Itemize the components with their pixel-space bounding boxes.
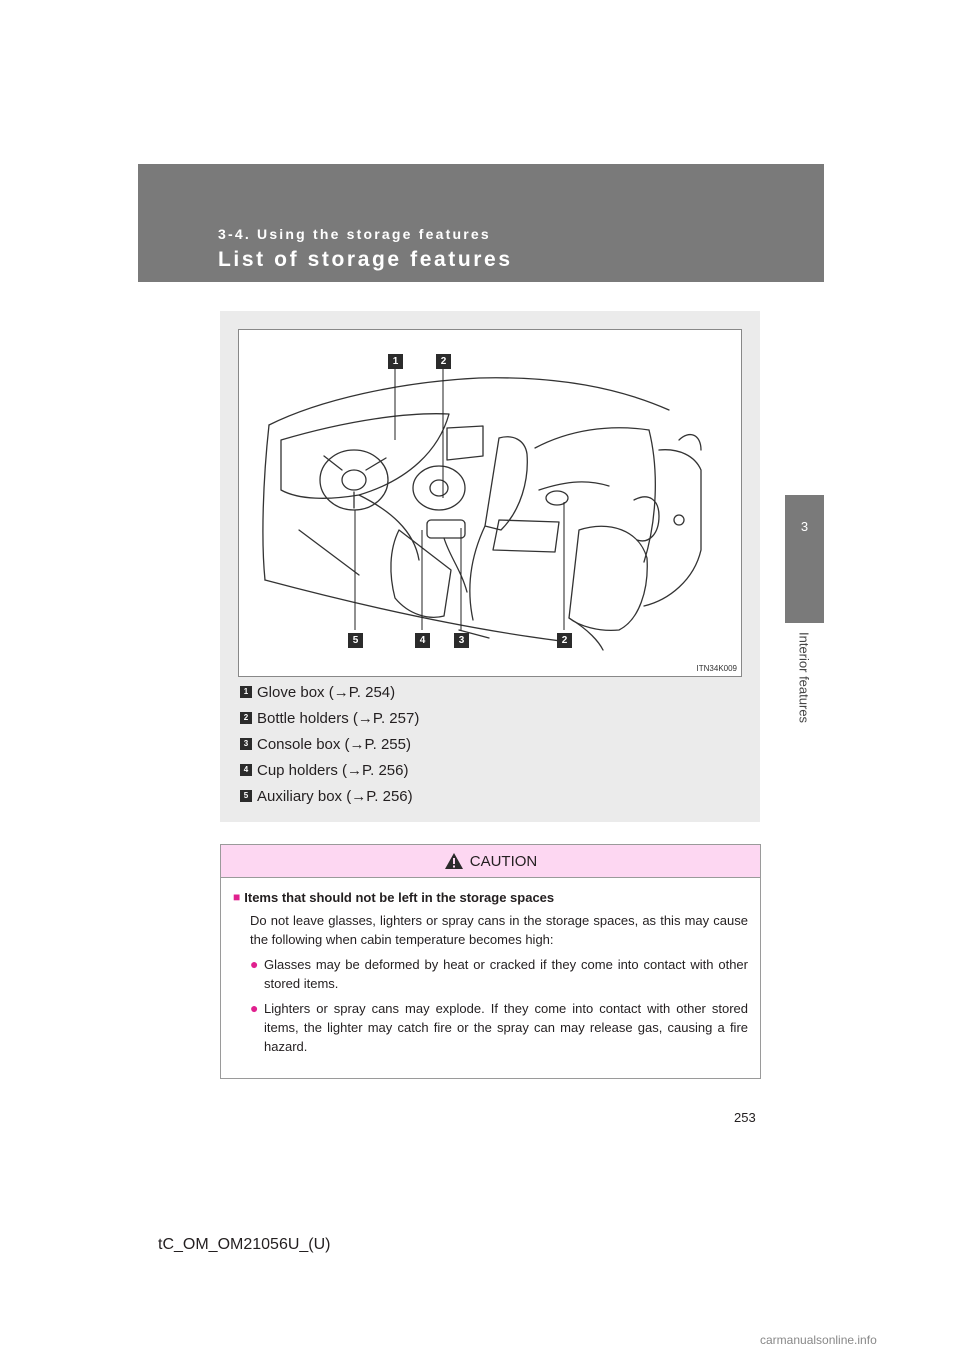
bullet-dot-icon: ● (250, 1000, 259, 1016)
car-interior-drawing (239, 330, 741, 676)
square-bullet-icon: ■ (233, 890, 241, 904)
legend-number: 3 (240, 738, 252, 750)
legend-text[interactable]: Auxiliary box (→P. 256) (257, 787, 413, 805)
section-header (138, 164, 824, 282)
page-title: List of storage features (218, 248, 513, 271)
legend-number: 1 (240, 686, 252, 698)
legend-item (240, 783, 419, 809)
legend-item (240, 757, 419, 783)
document-code: tC_OM_OM21056U_(U) (158, 1236, 331, 1253)
bullet-dot-icon: ● (250, 956, 259, 972)
legend-number: 5 (240, 790, 252, 802)
caution-box (220, 844, 761, 1079)
caution-body (221, 878, 760, 1056)
caution-bullet-text: Lighters or spray cans may explode. If they come into contact with other stored items, the lighter may catch fire or the spray can may release gas, causing a fire hazard. (264, 1001, 748, 1054)
callout-1: 1 (388, 354, 403, 369)
legend-item (240, 679, 419, 705)
legend-text[interactable]: Glove box (→P. 254) (257, 683, 396, 701)
caution-bullet-text: Glasses may be deformed by heat or cracked if they come into contact with other stored items. (264, 957, 748, 991)
legend-number: 2 (240, 712, 252, 724)
page-number: 253 (734, 1110, 756, 1125)
caution-label: CAUTION (469, 852, 538, 870)
callout-3: 3 (454, 633, 469, 648)
chapter-number: 3 (800, 519, 809, 534)
legend-text[interactable]: Bottle holders (→P. 257) (257, 709, 420, 727)
legend-list (240, 679, 419, 809)
legend-text[interactable]: Console box (→P. 255) (257, 735, 411, 753)
watermark: carmanualsonline.info (760, 1333, 877, 1347)
caution-bullet (233, 955, 748, 993)
figure-panel (220, 311, 760, 822)
caution-intro: Do not leave glasses, lighters or spray cans in the storage spaces, as this may cause the following when cabin temperature becomes high: (250, 913, 748, 947)
legend-item (240, 705, 419, 731)
chapter-tab[interactable] (785, 495, 824, 623)
legend-text[interactable]: Cup holders (→P. 256) (257, 761, 409, 779)
legend-number: 4 (240, 764, 252, 776)
caution-header (221, 845, 760, 878)
caution-title-text: Items that should not be left in the storage spaces (244, 890, 555, 905)
caution-title (233, 888, 748, 907)
section-subtitle: 3-4. Using the storage features (218, 226, 491, 242)
chapter-label: Interior features (796, 632, 812, 724)
car-interior-illustration (238, 329, 742, 677)
callout-2: 2 (436, 354, 451, 369)
callout-5: 5 (348, 633, 363, 648)
legend-item (240, 731, 419, 757)
figure-code: ITN34K009 (696, 664, 737, 673)
warning-triangle-icon (444, 852, 464, 870)
caution-bullet (233, 999, 748, 1056)
callout-2-rear: 2 (557, 633, 572, 648)
callout-4: 4 (415, 633, 430, 648)
